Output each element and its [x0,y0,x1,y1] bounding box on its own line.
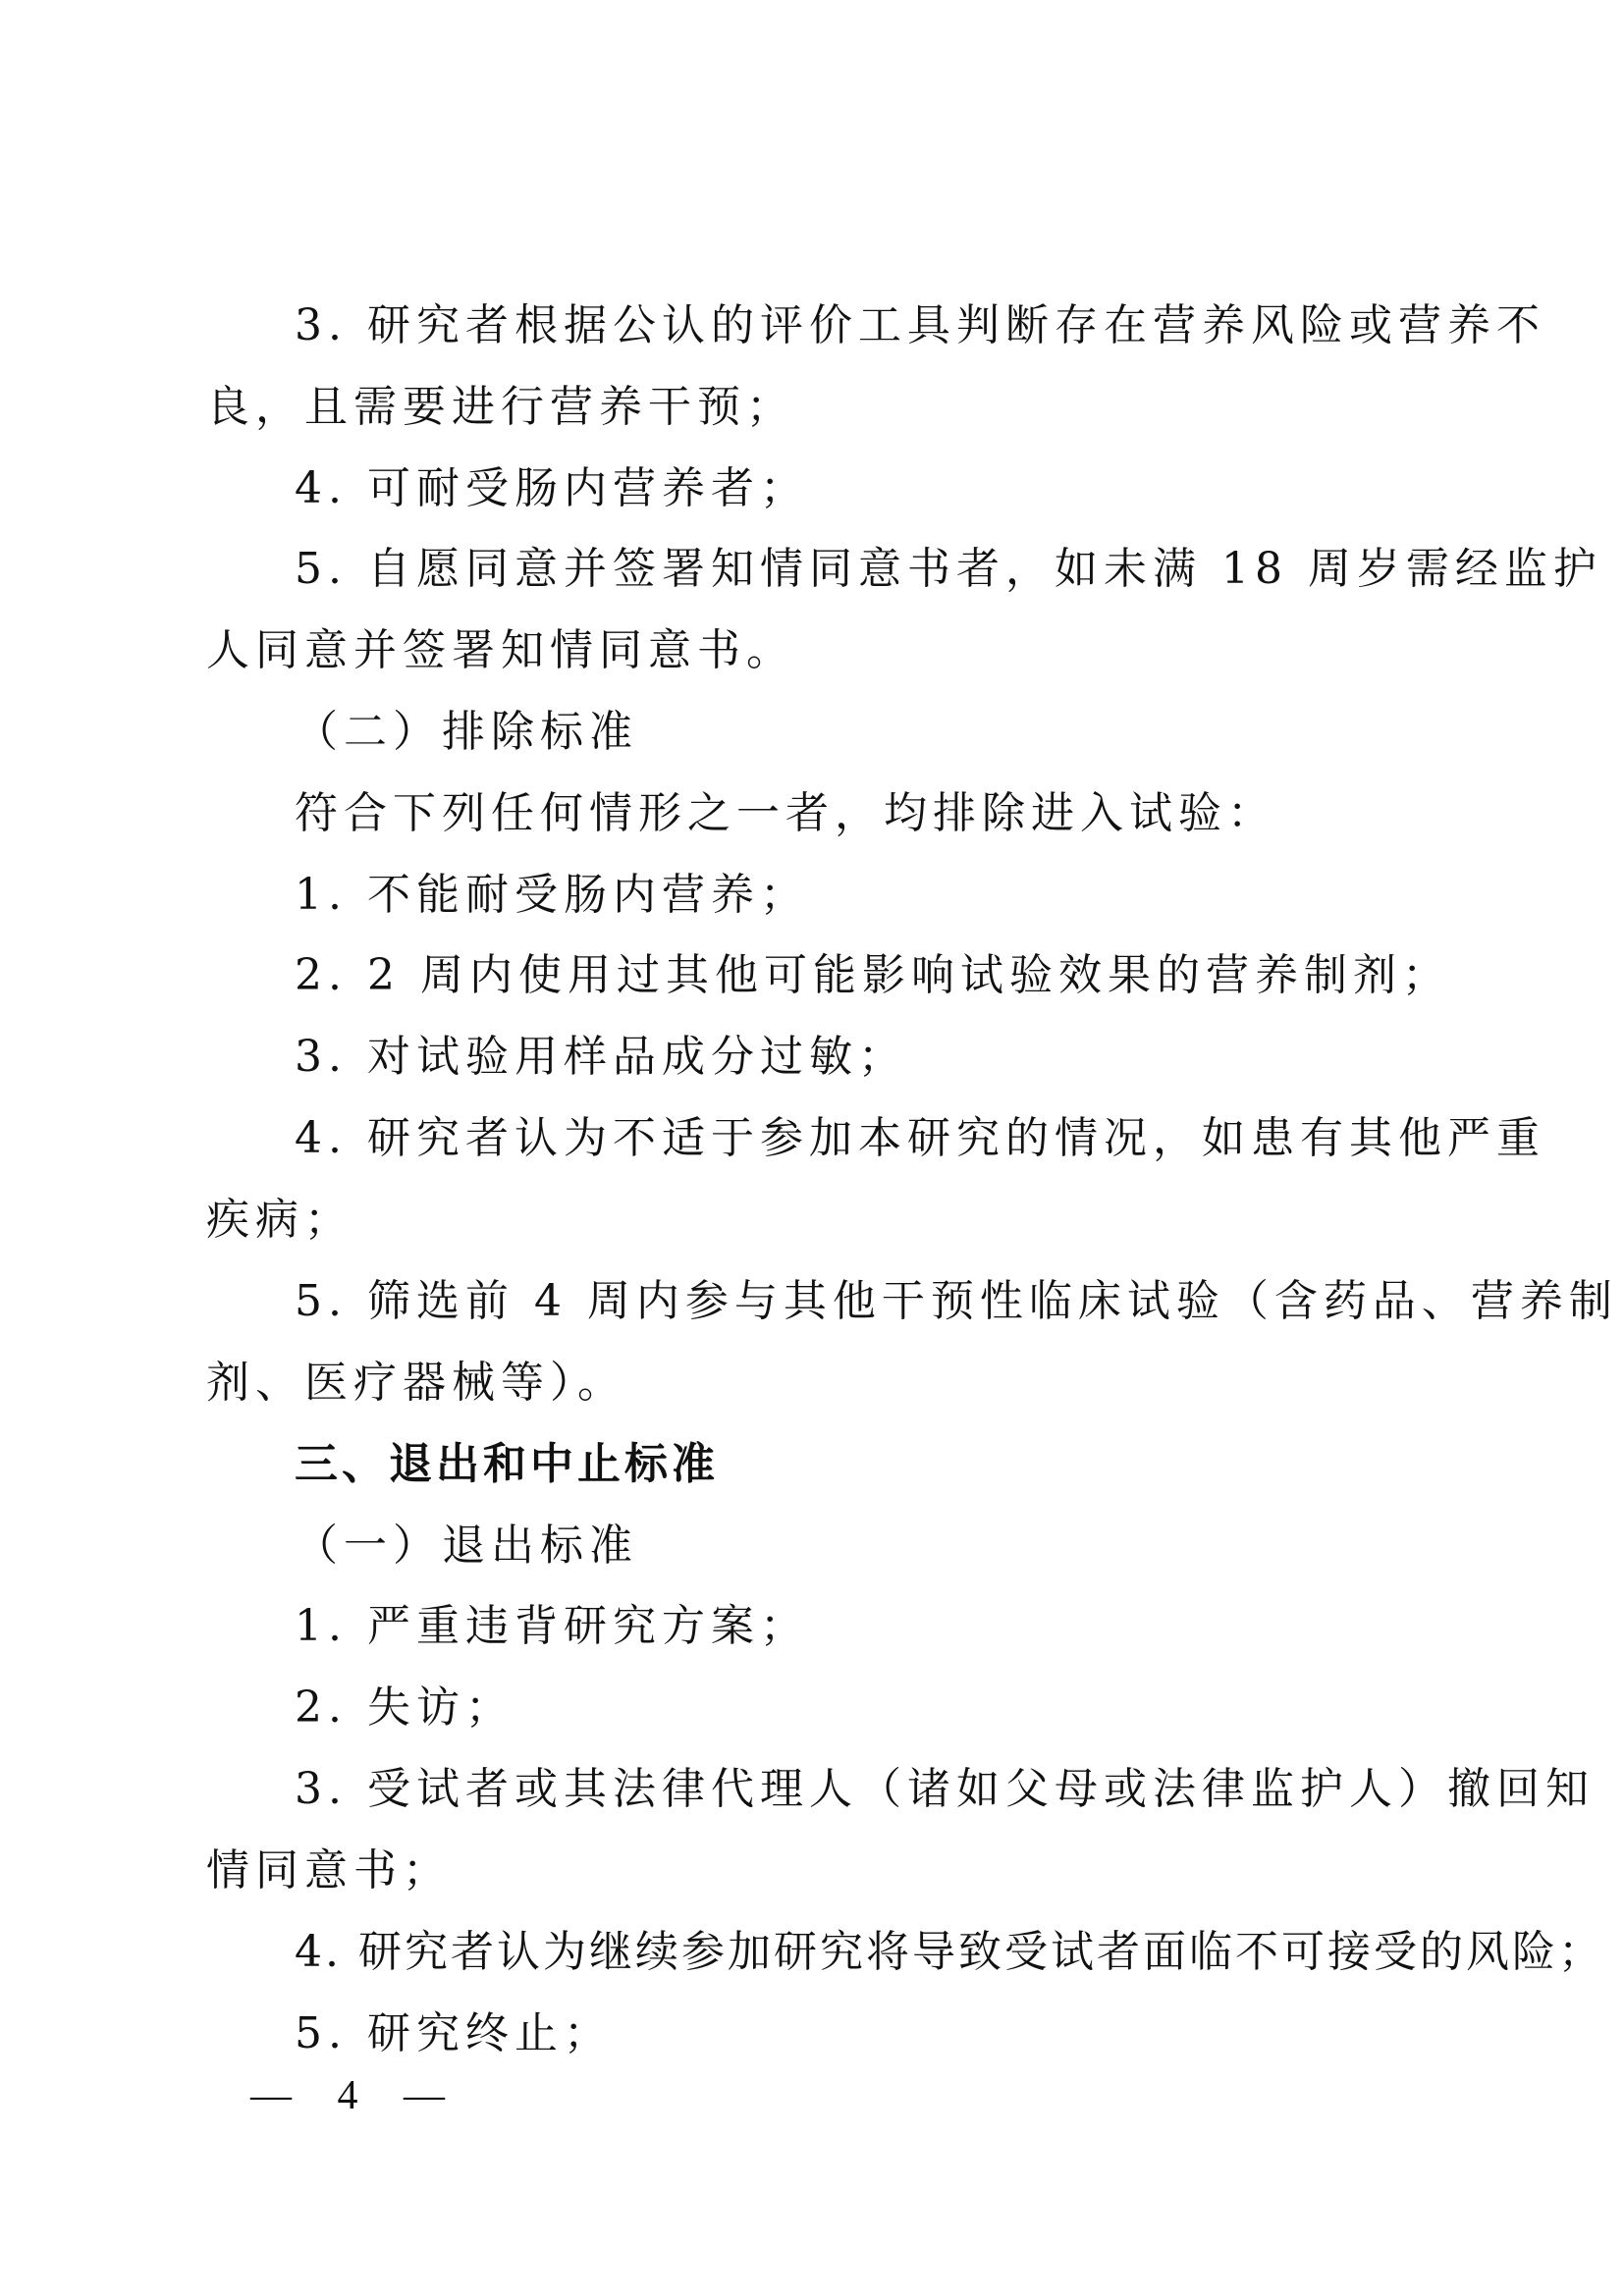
inclusion-item-3-line-1: 3. 研究者根据公认的评价工具判断存在营养风险或营养不 [295,300,1545,350]
withdrawal-item-3-line-2: 情同意书； [206,1845,452,1896]
exclusion-item-4-line-1: 4. 研究者认为不适于参加本研究的情况，如患有其他严重 [295,1113,1545,1163]
exclusion-item-5-line-2: 剂、医疗器械等）。 [206,1358,626,1408]
section-three-heading: 三、退出和中止标准 [295,1439,719,1489]
exclusion-item-4-line-2: 疾病； [206,1195,353,1245]
withdrawal-item-3-line-1: 3. 受试者或其法律代理人（诸如父母或法律监护人）撤回知 [295,1764,1595,1814]
inclusion-item-5-line-1: 5. 自愿同意并签署知情同意书者，如未满 18 周岁需经监护 [295,544,1602,594]
exclusion-intro: 符合下列任何情形之一者，均排除进入试验： [295,788,1276,838]
withdrawal-item-5: 5. 研究终止； [295,2008,613,2058]
inclusion-item-4: 4. 可耐受肠内营养者； [295,463,809,513]
withdrawal-item-4: 4. 研究者认为继续参加研究将导致受试者面临不可接受的风险； [295,1927,1604,1977]
withdrawal-item-2: 2. 失访； [295,1682,514,1733]
inclusion-item-5-line-2: 人同意并签署知情同意书。 [206,625,795,675]
withdrawal-item-1: 1. 严重违背研究方案； [295,1601,809,1651]
exclusion-item-3: 3. 对试验用样品成分过敏； [295,1032,907,1082]
exclusion-item-1: 1. 不能耐受肠内营养； [295,870,809,920]
exclusion-criteria-heading: （二）排除标准 [295,707,638,757]
page-number: — 4 — [250,2073,462,2118]
withdrawal-criteria-heading: （一）退出标准 [295,1521,638,1571]
inclusion-item-3-line-2: 良，且需要进行营养干预； [206,382,795,432]
exclusion-item-2: 2. 2 周内使用过其他可能影响试验效果的营养制剂； [295,950,1451,1000]
exclusion-item-5-line-1: 5. 筛选前 4 周内参与其他干预性临床试验（含药品、营养制 [295,1276,1618,1326]
